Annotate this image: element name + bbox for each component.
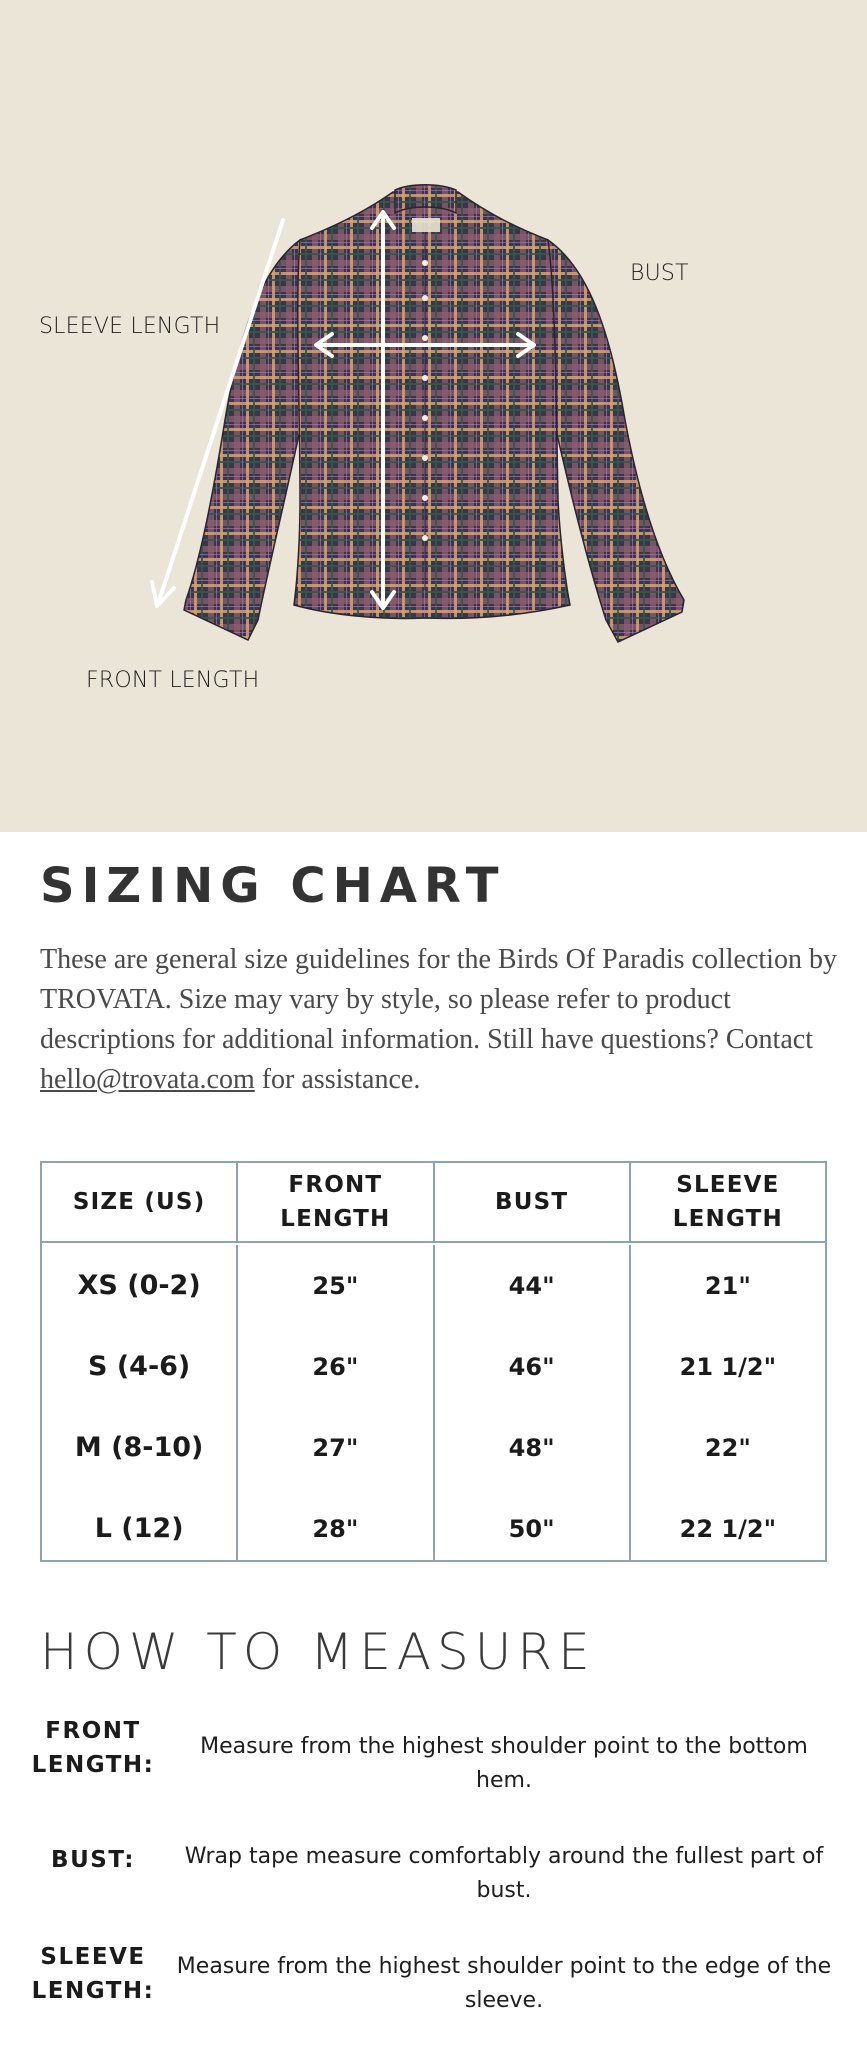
column-sleeve-length (629, 1245, 825, 1560)
sizing-chart-title: SIZING CHART (40, 858, 506, 914)
column-front-length (236, 1245, 432, 1560)
header-size: SIZE (US) (72, 1189, 206, 1215)
measure-desc-bust: Wrap tape measure comfortably around the fullest part of bust. (184, 1844, 824, 1903)
measure-term-front-length: FRONT LENGTH: (31, 1718, 155, 1778)
table-cell: 46" (508, 1352, 555, 1381)
sleeve-length-label: SLEEVE LENGTH (39, 314, 221, 339)
table-header-row (42, 1163, 825, 1243)
table-cell: 48" (508, 1433, 555, 1462)
table-cell: M (8-10) (74, 1432, 204, 1463)
table-cell: 26" (312, 1352, 359, 1381)
measure-term-sleeve-length: SLEEVE LENGTH: (31, 1944, 155, 2004)
table-cell: 25" (312, 1271, 359, 1300)
front-length-label: FRONT LENGTH (86, 668, 260, 693)
how-to-measure-title: HOW TO MEASURE (40, 1623, 596, 1681)
table-cell: 21" (704, 1271, 751, 1300)
plaid-shirt-image (0, 0, 867, 832)
table-cell: L (12) (94, 1513, 184, 1544)
table-cell: 44" (508, 1271, 555, 1300)
table-cell: 50" (508, 1514, 555, 1543)
measure-desc-sleeve-length: Measure from the highest shoulder point to the edge of the sleeve. (176, 1954, 832, 2013)
table-cell: S (4-6) (87, 1351, 191, 1382)
product-hero (0, 0, 867, 832)
column-size (42, 1245, 236, 1560)
measure-desc-front-length: Measure from the highest shoulder point to the bottom hem. (200, 1734, 808, 1793)
table-cell: 22" (704, 1433, 751, 1462)
table-cell: 22 1/2" (679, 1514, 777, 1543)
bust-label: BUST (630, 261, 689, 286)
sizing-table (40, 1161, 827, 1562)
intro-paragraph (40, 940, 840, 1100)
table-body (42, 1245, 825, 1560)
table-cell: 21 1/2" (679, 1352, 777, 1381)
contact-email-link[interactable]: hello@trovata.com (40, 1064, 255, 1095)
measure-term-bust: BUST: (51, 1847, 135, 1873)
intro-text: These are general size guidelines for the Birds Of Paradis collection by TROVATA. Size may vary by style, so please refer to product descriptions for additional information. Still have questions? Contact (40, 944, 837, 1055)
table-cell: 27" (312, 1433, 359, 1462)
header-bust: BUST (433, 1163, 629, 1241)
table-cell: XS (0-2) (77, 1270, 201, 1301)
intro-suffix: for assistance. (261, 1064, 421, 1095)
header-front-length: FRONT LENGTH (236, 1163, 432, 1241)
column-bust (433, 1245, 629, 1560)
header-sleeve-length: SLEEVE LENGTH (629, 1163, 825, 1241)
table-cell: 28" (312, 1514, 359, 1543)
